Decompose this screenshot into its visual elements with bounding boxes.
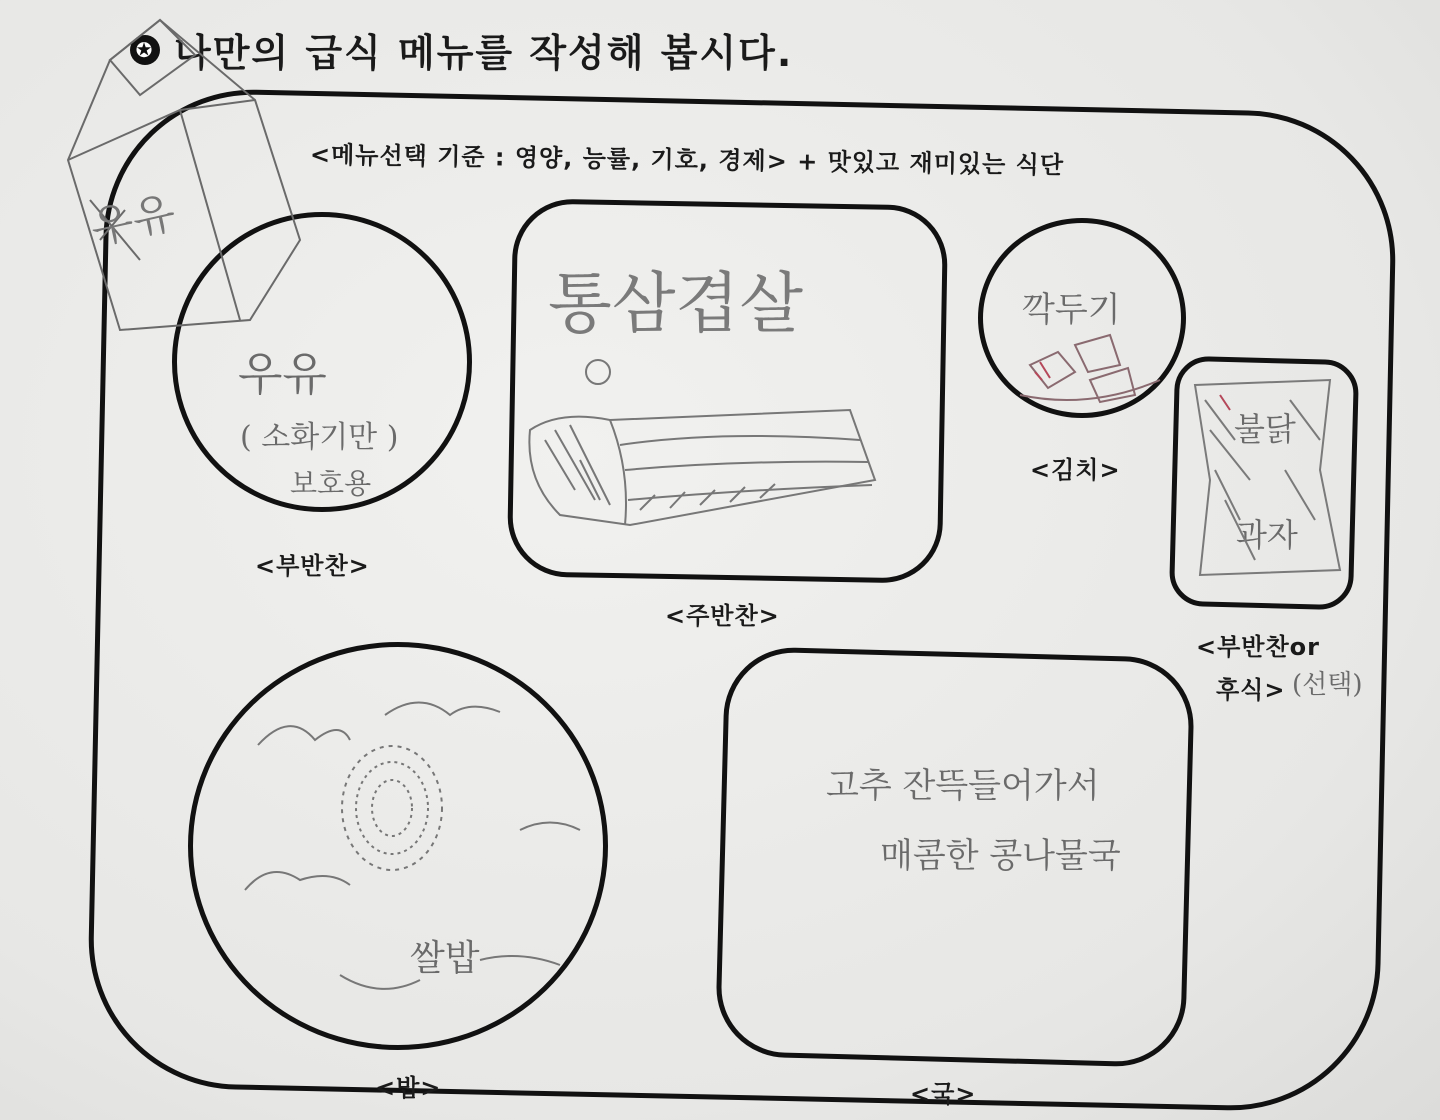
hand-milk: 우유 [238,347,327,401]
worksheet-heading [130,22,793,77]
kimchi-label: <김치> [1030,456,1121,484]
hand-milk-note-2: 보호용 [290,467,372,500]
hand-milk-note-1: ( 소화기만 ) [240,420,399,455]
rice-label: <밥> [375,1074,442,1102]
menu-criteria: <메뉴선택 기준 : 영양, 능률, 기호, 경제> + 맛있고 재미있는 식단 [309,140,1065,180]
rice-compartment [188,642,608,1050]
hand-kimchi: 깍두기 [1022,290,1121,330]
main-dish-label: <주반찬> [665,602,780,630]
hand-choice-note: (선택) [1292,670,1363,700]
hand-side2-2: 과자 [1236,516,1298,554]
soup-label: <국> [910,1080,977,1108]
hand-main-dish: 통삼겹살 [548,265,804,342]
hand-rice: 쌀밥 [410,938,480,979]
hand-side2-1: 불닭 [1234,410,1296,448]
milk-carton-text: 우유 [86,187,180,255]
hand-soup-1: 고추 잔뜩들어가서 [826,766,1100,806]
hand-soup-2: 매콤한 콩나물국 [880,836,1121,876]
side-dish-label: <부반찬> [255,552,370,580]
heading-text: 나만의 급식 메뉴를 작성해 봅시다. [174,31,794,75]
side-or-dessert-label-1: <부반찬or [1196,633,1320,661]
side-or-dessert-compartment [1169,356,1359,611]
side-or-dessert-label-2: 후식> [1216,676,1286,704]
star-bullet-icon: ✪ [130,35,160,65]
